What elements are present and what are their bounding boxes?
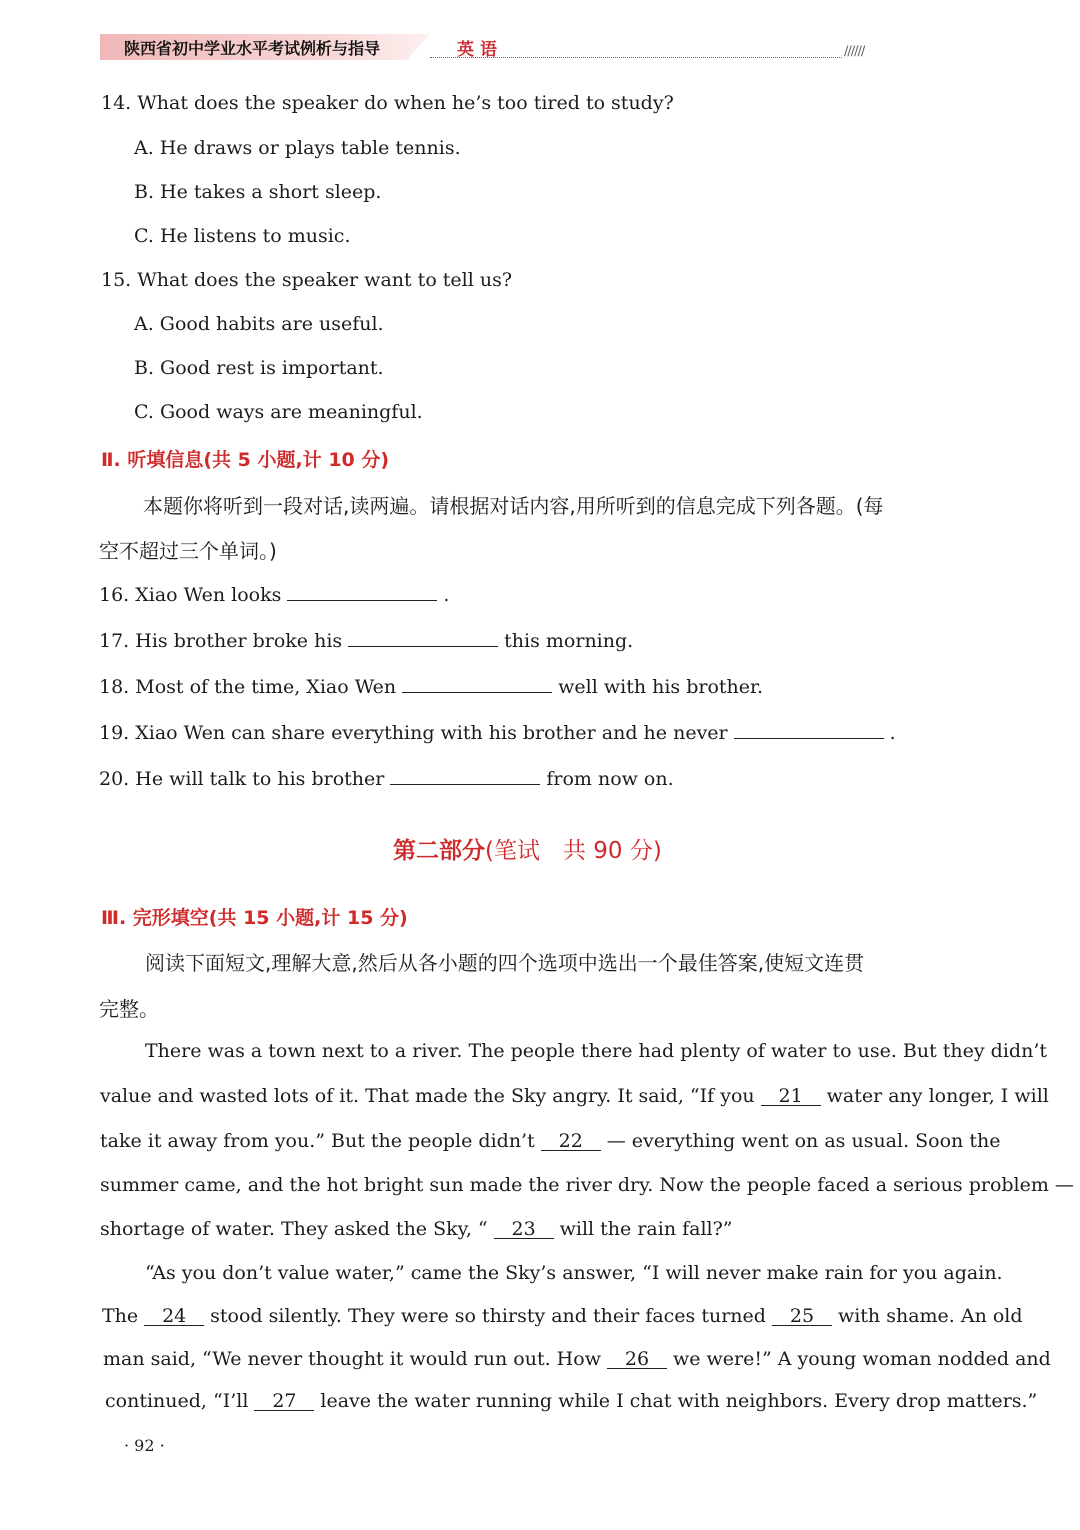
passage-line-3 — [100, 1130, 1000, 1152]
passage-line-2 — [100, 1085, 1049, 1107]
answer-blank-17[interactable] — [348, 628, 498, 647]
passage-line-8 — [103, 1348, 1051, 1370]
question-14-option-c: C. He listens to music. — [134, 225, 351, 247]
question-19-text: 19. Xiao Wen can share everything with his brother and he never — [99, 722, 728, 744]
question-18-end: well with his brother. — [558, 676, 764, 698]
question-14-option-b: B. He takes a short sleep. — [134, 181, 382, 203]
passage-line-5 — [100, 1218, 733, 1240]
subject-label: 英语 — [457, 40, 503, 60]
answer-blank-16[interactable] — [287, 582, 437, 601]
header-hatch: ////// — [844, 44, 865, 59]
question-15-stem: 15. What does the speaker want to tell us? — [101, 269, 513, 291]
question-16 — [99, 582, 449, 606]
passage-text: with shame. An old — [837, 1305, 1023, 1327]
page-number: · 92 · — [124, 1436, 165, 1455]
passage-text: water any longer, I will — [826, 1085, 1049, 1107]
cloze-blank-25[interactable]: 25 — [772, 1307, 832, 1326]
section-3-heading: Ⅲ. 完形填空(共 15 小题,计 15 分) — [101, 907, 408, 929]
passage-line-4: summer came, and the hot bright sun made the river dry. Now the people faced a serious problem — — [100, 1174, 1074, 1196]
question-18-text: 18. Most of the time, Xiao Wen — [99, 676, 397, 698]
question-20-text: 20. He will talk to his brother — [99, 768, 385, 790]
part-2-subtitle: (笔试 共 90 分) — [485, 838, 662, 864]
cloze-blank-24[interactable]: 24 — [144, 1307, 204, 1326]
book-title: 陕西省初中学业水平考试例析与指导 — [124, 39, 381, 58]
question-14-option-a: A. He draws or plays table tennis. — [134, 137, 461, 159]
question-14-stem: 14. What does the speaker do when he’s too tired to study? — [101, 92, 674, 114]
passage-line-9 — [105, 1390, 1037, 1412]
section-2-instruction: 本题你将听到一段对话,读两遍。请根据对话内容,用所听到的信息完成下列各题。(每 — [143, 494, 884, 518]
question-19 — [99, 720, 896, 744]
cloze-blank-21[interactable]: 21 — [761, 1087, 821, 1106]
header-rule — [430, 57, 842, 58]
passage-text: — everything went on as usual. Soon the — [606, 1130, 1001, 1152]
passage-text: take it away from you.” But the people didn’t — [100, 1130, 535, 1152]
passage-text: will the rain fall?” — [559, 1218, 733, 1240]
question-16-end: . — [443, 584, 450, 606]
question-15-option-a: A. Good habits are useful. — [134, 313, 384, 335]
question-20 — [99, 766, 674, 790]
part-2-title: 第二部分 — [393, 838, 485, 864]
question-18 — [99, 674, 763, 698]
passage-text: stood silently. They were so thirsty and their faces turned — [210, 1305, 766, 1327]
section-3-instruction-cont: 完整。 — [99, 997, 159, 1021]
passage-line-6: “As you don’t value water,” came the Sky’s answer, “I will never make rain for you again. — [145, 1262, 1003, 1284]
passage-line-1: There was a town next to a river. The people there had plenty of water to use. But they didn’t — [145, 1040, 1047, 1062]
passage-text: value and wasted lots of it. That made the Sky angry. It said, “If you — [100, 1085, 755, 1107]
passage-text: man said, “We never thought it would run out. How — [103, 1348, 601, 1370]
running-header — [100, 32, 890, 62]
answer-blank-20[interactable] — [390, 766, 540, 785]
question-19-end: . — [889, 722, 896, 744]
section-3-instruction: 阅读下面短文,理解大意,然后从各小题的四个选项中选出一个最佳答案,使短文连贯 — [145, 951, 865, 975]
passage-text: The — [102, 1305, 139, 1327]
passage-text: leave the water running while I chat with neighbors. Every drop matters.” — [320, 1390, 1038, 1412]
passage-text: we were!” A young woman nodded and — [672, 1348, 1051, 1370]
answer-blank-18[interactable] — [402, 674, 552, 693]
question-17-end: this morning. — [504, 630, 634, 652]
question-17 — [99, 628, 633, 652]
passage-text: continued, “I’ll — [105, 1390, 249, 1412]
question-16-text: 16. Xiao Wen looks — [99, 584, 282, 606]
part-2-heading — [393, 832, 662, 865]
question-15-option-b: B. Good rest is important. — [134, 357, 384, 379]
passage-line-7 — [102, 1305, 1023, 1327]
question-17-text: 17. His brother broke his — [99, 630, 343, 652]
answer-blank-19[interactable] — [734, 720, 884, 739]
question-15-option-c: C. Good ways are meaningful. — [134, 401, 423, 423]
cloze-blank-27[interactable]: 27 — [254, 1392, 314, 1411]
question-20-end: from now on. — [546, 768, 674, 790]
passage-text: shortage of water. They asked the Sky, “ — [100, 1218, 488, 1240]
cloze-blank-23[interactable]: 23 — [494, 1220, 554, 1239]
section-2-heading: Ⅱ. 听填信息(共 5 小题,计 10 分) — [101, 449, 390, 471]
section-2-instruction-cont: 空不超过三个单词。) — [99, 539, 277, 563]
cloze-blank-22[interactable]: 22 — [541, 1132, 601, 1151]
cloze-blank-26[interactable]: 26 — [607, 1350, 667, 1369]
